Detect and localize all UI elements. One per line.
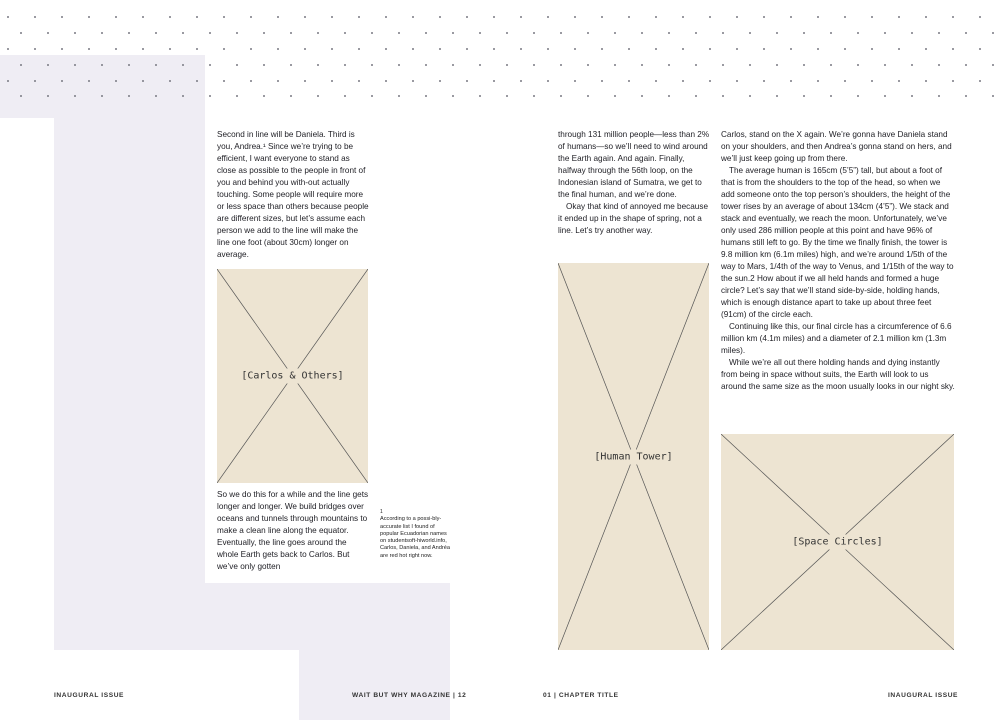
dot: [614, 95, 616, 97]
dot: [34, 80, 36, 82]
page-number: 12: [457, 692, 467, 699]
dot: [304, 80, 306, 82]
dot: [263, 95, 265, 97]
left-column-bottom: [217, 489, 369, 573]
dot: [560, 95, 562, 97]
dot: [182, 64, 184, 66]
dot: [911, 64, 913, 66]
dot: [641, 64, 643, 66]
dot: [439, 16, 441, 18]
dot: [115, 48, 117, 50]
dot: [844, 80, 846, 82]
dot: [533, 64, 535, 66]
dot: [979, 80, 981, 82]
dot: [709, 16, 711, 18]
dot: [20, 95, 22, 97]
footer-separator: |: [450, 692, 458, 699]
dot: [520, 48, 522, 50]
dot: [533, 95, 535, 97]
dot: [61, 16, 63, 18]
dot: [533, 32, 535, 34]
dot: [506, 32, 508, 34]
dot: [884, 64, 886, 66]
dot: [385, 16, 387, 18]
dot: [142, 80, 144, 82]
dot: [992, 32, 994, 34]
dot: [371, 64, 373, 66]
dot: [722, 95, 724, 97]
dot: [317, 64, 319, 66]
dot: [479, 95, 481, 97]
footnote: [380, 509, 450, 560]
dot: [425, 64, 427, 66]
dot: [7, 16, 9, 18]
dot: [452, 95, 454, 97]
dot: [88, 48, 90, 50]
dot: [898, 48, 900, 50]
dot: [34, 16, 36, 18]
dot: [304, 16, 306, 18]
dot: [925, 16, 927, 18]
dot: [776, 32, 778, 34]
image-placeholder-space-circles: [721, 434, 954, 650]
dot: [763, 16, 765, 18]
dot: [682, 16, 684, 18]
chapter-title: CHAPTER TITLE: [558, 692, 619, 699]
dot: [763, 48, 765, 50]
image-caption: [Human Tower]: [590, 449, 676, 464]
dot: [857, 95, 859, 97]
dot: [331, 80, 333, 82]
footer-left-issue: [54, 692, 124, 699]
dot: [668, 64, 670, 66]
dot: [776, 64, 778, 66]
image-caption: [Space Circles]: [788, 535, 886, 550]
dot: [250, 16, 252, 18]
dot: [655, 16, 657, 18]
dot: [142, 48, 144, 50]
dot: [196, 16, 198, 18]
dot: [601, 16, 603, 18]
dot: [115, 80, 117, 82]
footer-chapter: [543, 692, 619, 699]
image-caption: [Carlos & Others]: [237, 369, 347, 384]
dot: [641, 95, 643, 97]
dot: [871, 16, 873, 18]
dot: [101, 64, 103, 66]
dot: [236, 64, 238, 66]
dot: [412, 48, 414, 50]
dot: [115, 16, 117, 18]
dot: [695, 32, 697, 34]
dot: [412, 80, 414, 82]
chapter-number: 01: [543, 692, 552, 699]
dot: [317, 32, 319, 34]
dot: [385, 48, 387, 50]
dot: [871, 48, 873, 50]
dot: [236, 32, 238, 34]
dot: [88, 80, 90, 82]
dot: [439, 80, 441, 82]
dot: [263, 32, 265, 34]
dot: [466, 80, 468, 82]
dot: [493, 48, 495, 50]
dot: [682, 48, 684, 50]
dot: [493, 16, 495, 18]
dot: [722, 64, 724, 66]
dot: [290, 32, 292, 34]
dot: [479, 64, 481, 66]
paragraph: Continuing like this, our final circle has a circumference of 6.6 million km (4.1m miles) and a diameter of 2.1 million km (1.3m miles).: [721, 322, 952, 355]
dot: [655, 80, 657, 82]
dot: [830, 95, 832, 97]
dot: [223, 48, 225, 50]
dot: [628, 80, 630, 82]
dot: [250, 80, 252, 82]
dot: [466, 48, 468, 50]
dot: [655, 48, 657, 50]
dot: [47, 32, 49, 34]
dot: [601, 48, 603, 50]
dot: [74, 64, 76, 66]
paragraph: Okay that kind of annoyed me because it ended up in the shape of spring, not a line. Let’s try another way.: [558, 202, 709, 235]
dot: [736, 80, 738, 82]
dot: [844, 48, 846, 50]
dot: [614, 32, 616, 34]
dot: [547, 80, 549, 82]
image-placeholder-human-tower: [558, 263, 709, 650]
dot: [7, 48, 9, 50]
lavender-band-bottom: [299, 583, 450, 720]
paragraph: So we do this for a while and the line gets longer and longer. We build bridges over oceans and tunnels through mountains to make a clean line along the equator. Eventually, the line goes around the whole Earth gets back to Carlos. But we’ve only gotten: [217, 490, 369, 571]
dot: [506, 95, 508, 97]
dot: [560, 32, 562, 34]
dot: [331, 16, 333, 18]
dot: [884, 32, 886, 34]
footer-magazine-name: WAIT BUT WHY MAGAZINE: [352, 692, 451, 699]
dot: [61, 48, 63, 50]
dot: [47, 95, 49, 97]
dot: [682, 80, 684, 82]
dot: [479, 32, 481, 34]
dot: [155, 32, 157, 34]
footer-magazine-page: [352, 692, 466, 699]
footer-text: INAUGURAL ISSUE: [54, 692, 125, 699]
dot: [425, 32, 427, 34]
dot: [155, 64, 157, 66]
dot: [344, 32, 346, 34]
dot: [938, 32, 940, 34]
dot: [20, 32, 22, 34]
dot: [101, 32, 103, 34]
dot: [128, 64, 130, 66]
dot: [749, 32, 751, 34]
dot: [817, 16, 819, 18]
dot: [709, 80, 711, 82]
dot: [790, 16, 792, 18]
paragraph: The average human is 165cm (5’5”) tall, but about a foot of that is from the shoulders to the top of the head, so when we add someone onto the top person’s shoulders, the height of the tower rises by an average of about 134cm (4’5”). We stack and stack and eventually, we reach the moon. Unfortunately, we’ve only used 286 million people at this point and have 96% of humans still left to go. By the time we finally finish, the tower is 9.8 million km (6.1m miles) high, and we’re around 1/5th of the way to Mars, 1/4th of the way to Venus, and 1/15th of the way to the sun.2 How about if we all held hands and formed a huge circle? Let’s say that we’ll stand side-by-side, holding hands, which is enough distance apart to take up about three feet (91cm) of the circle each.: [721, 166, 954, 319]
dot: [277, 80, 279, 82]
dot: [452, 32, 454, 34]
right-column-1: [558, 129, 710, 237]
right-column-2: [721, 129, 955, 393]
dot: [722, 32, 724, 34]
dot: [587, 64, 589, 66]
dot: [803, 64, 805, 66]
dot: [817, 48, 819, 50]
dot: [20, 64, 22, 66]
dot: [965, 95, 967, 97]
dot: [493, 80, 495, 82]
dot: [965, 32, 967, 34]
paragraph: through 131 million people—less than 2% of humans—so we’ll need to wind around the Earth again. And again. Finally, halfway through the 56th loop, on the Indonesian island of Sumatra, we get to the final human, and we’re done.: [558, 130, 710, 199]
dot: [412, 16, 414, 18]
dot: [817, 80, 819, 82]
dot: [790, 80, 792, 82]
dot: [358, 48, 360, 50]
dot: [547, 48, 549, 50]
dot: [223, 16, 225, 18]
dot: [34, 48, 36, 50]
dot: [830, 64, 832, 66]
dot: [641, 32, 643, 34]
dot: [668, 95, 670, 97]
dot: [344, 95, 346, 97]
dot: [830, 32, 832, 34]
dot: [425, 95, 427, 97]
dot: [749, 64, 751, 66]
dot: [331, 48, 333, 50]
dot: [614, 64, 616, 66]
dot: [628, 16, 630, 18]
paragraph: Second in line will be Daniela. Third is you, Andrea.¹ Since we’re trying to be efficient, I want everyone to stand as close as possible to the people in front of you and behind you with-out actually touching. Some people will require more or less space than others because people are different sizes, but let’s assume each person we add to the line will make the line one foot (about 30cm) longer on average.: [217, 130, 369, 259]
footer-right-issue: [888, 692, 958, 699]
dot: [209, 95, 211, 97]
dot: [385, 80, 387, 82]
dot: [182, 32, 184, 34]
footer-text: INAUGURAL ISSUE: [888, 692, 959, 699]
dot: [736, 16, 738, 18]
dot: [277, 48, 279, 50]
dot: [925, 48, 927, 50]
dot: [398, 64, 400, 66]
dot: [857, 64, 859, 66]
dot: [398, 95, 400, 97]
dot: [574, 16, 576, 18]
paragraph: Carlos, stand on the X again. We’re gonna have Daniela stand on your shoulders, and then Andrea’s gonna stand on hers, and we’ll just keep going up from there.: [721, 130, 952, 163]
dot: [452, 64, 454, 66]
dot: [344, 64, 346, 66]
dot: [925, 80, 927, 82]
dot: [965, 64, 967, 66]
dot: [317, 95, 319, 97]
dot: [371, 32, 373, 34]
dot: [263, 64, 265, 66]
dot: [736, 48, 738, 50]
dot: [952, 80, 954, 82]
dot: [88, 16, 90, 18]
dot: [898, 16, 900, 18]
dot: [209, 32, 211, 34]
dot: [169, 80, 171, 82]
footnote-text: According to a possi-bly-accurate list I found of popular Ecuadorian names on studentsoft-hiworld.info, Carlos, Daniela, and Andréa are red hot right now.: [380, 516, 450, 559]
dot: [857, 32, 859, 34]
dot: [668, 32, 670, 34]
dot: [695, 95, 697, 97]
dot: [628, 48, 630, 50]
dot: [155, 95, 157, 97]
dot: [601, 80, 603, 82]
dot: [749, 95, 751, 97]
dot: [574, 80, 576, 82]
dot: [952, 16, 954, 18]
paragraph: While we’re all out there holding hands and dying instantly from being in space without suits, the Earth will look to us around the same size as the moon usually looks in our night sky.: [721, 358, 955, 391]
dot: [169, 48, 171, 50]
dot: [911, 95, 913, 97]
dot: [560, 64, 562, 66]
dot: [871, 80, 873, 82]
dot: [61, 80, 63, 82]
dot: [277, 16, 279, 18]
dot: [209, 64, 211, 66]
dot: [439, 48, 441, 50]
dot: [196, 80, 198, 82]
dot: [74, 32, 76, 34]
dot: [763, 80, 765, 82]
footer-separator: |: [551, 692, 559, 699]
dot: [992, 64, 994, 66]
dot: [587, 95, 589, 97]
lavender-band-left: [54, 100, 205, 650]
dot: [776, 95, 778, 97]
dot: [304, 48, 306, 50]
dot: [844, 16, 846, 18]
left-column-top: [217, 129, 369, 261]
dot: [790, 48, 792, 50]
dot: [128, 32, 130, 34]
dot: [952, 48, 954, 50]
dot: [128, 95, 130, 97]
dot: [520, 80, 522, 82]
dot: [695, 64, 697, 66]
dot: [506, 64, 508, 66]
dot: [574, 48, 576, 50]
dot: [898, 80, 900, 82]
dot: [169, 16, 171, 18]
dot: [547, 16, 549, 18]
footnote-number: 1: [380, 509, 383, 515]
image-placeholder-carlos: [217, 269, 368, 483]
dot: [803, 95, 805, 97]
dot: [371, 95, 373, 97]
dot: [398, 32, 400, 34]
dot: [358, 80, 360, 82]
dot: [709, 48, 711, 50]
dot: [290, 64, 292, 66]
dot: [101, 95, 103, 97]
dot: [290, 95, 292, 97]
dot: [466, 16, 468, 18]
dot: [911, 32, 913, 34]
dot: [223, 80, 225, 82]
dot: [7, 80, 9, 82]
dot: [884, 95, 886, 97]
dot: [803, 32, 805, 34]
dot-pattern: [0, 0, 1008, 100]
dot: [47, 64, 49, 66]
dot: [196, 48, 198, 50]
dot: [992, 95, 994, 97]
dot: [236, 95, 238, 97]
dot: [74, 95, 76, 97]
dot: [182, 95, 184, 97]
dot: [520, 16, 522, 18]
dot: [587, 32, 589, 34]
dot: [142, 16, 144, 18]
dot: [979, 16, 981, 18]
dot: [938, 64, 940, 66]
dot: [358, 16, 360, 18]
dot: [250, 48, 252, 50]
dot: [938, 95, 940, 97]
dot: [979, 48, 981, 50]
